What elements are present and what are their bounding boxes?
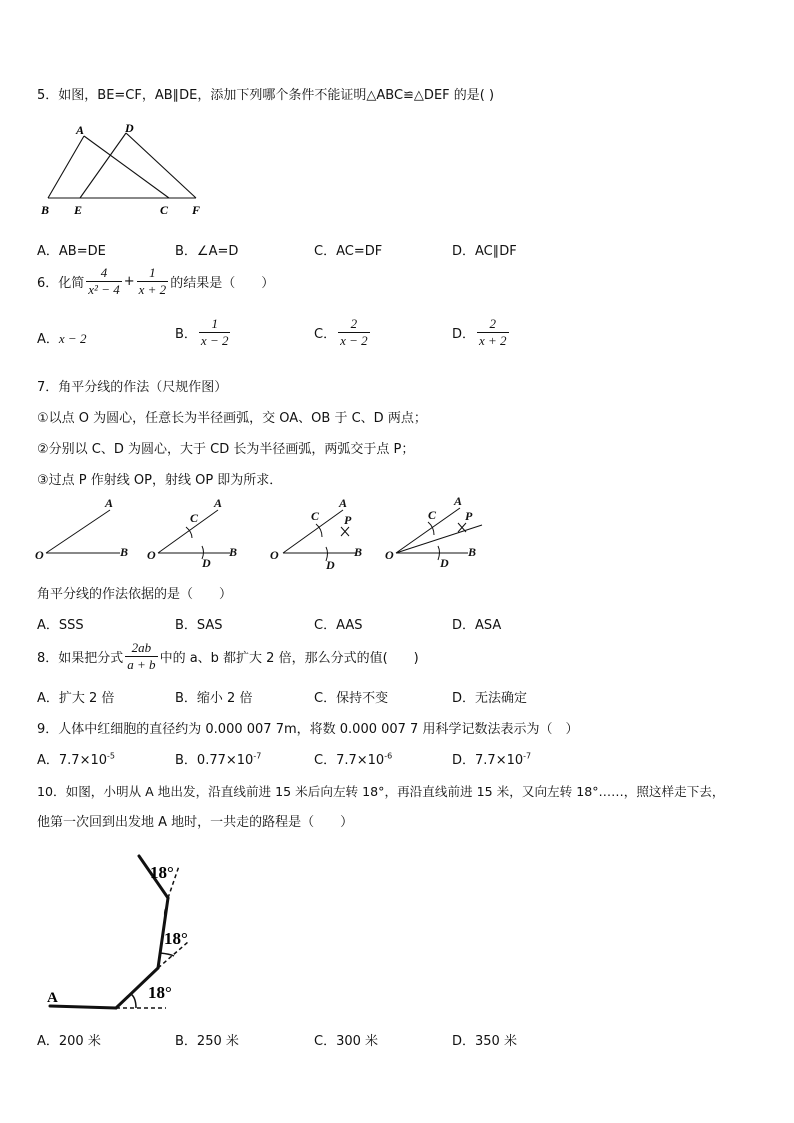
q10-angle-label-3: 18° [150,863,174,882]
q5-label-D: D [125,121,134,135]
q5-option-c[interactable]: C．AC=DF [314,244,383,259]
q10-angle-label-2: 18° [164,929,188,948]
q5-option-d[interactable]: D．AC∥DF [452,244,517,259]
q7-figure-1 [46,510,120,553]
q7-f3-label-B: B [354,545,363,559]
q7-f1-label-A: A [105,496,114,510]
q7-f4-label-C: C [428,508,437,522]
q6-option-d-num: 2 [477,316,509,333]
q6-option-d-label: D． [452,327,476,342]
q6-stem [37,265,274,298]
q7-construction-figures [30,492,500,572]
q5-stem: 5．如图，BE=CF，AB∥DE，添加下列哪个条件不能证明△ABC≌△DEF 的是( ) [37,88,495,103]
q7-f2-label-O: O [147,548,156,562]
q7-f2-label-A: A [214,496,223,510]
q7-step-2: ②分别以 C、D 为圆心，大于 CD 长为半径画弧，两弧交于点 P； [37,442,415,457]
q9-option-b-label: B． [175,753,197,768]
q8-option-b[interactable]: B．缩小 2 倍 [175,691,253,706]
q6-option-d-den: x + 2 [479,333,507,348]
q8-option-c[interactable]: C．保持不变 [314,691,389,706]
q7-title: 7．角平分线的作法（尺规作图） [37,380,228,395]
q7-f4-label-P: P [465,509,473,523]
q9-stem: 9．人体中红细胞的直径约为 0.000 007 7m，将数 0.000 007 7 用科学记数法表示为（ ） [37,722,579,737]
q9-option-b-base: 0.77×10 [196,753,254,768]
q7-f2-label-B: B [229,545,238,559]
q7-option-a[interactable]: A．SSS [37,618,84,633]
q7-f3-label-D: D [326,558,335,572]
q6-option-c-num: 2 [338,316,370,333]
q9-option-d-base: 7.7×10 [475,753,524,768]
q6-prefix: 6．化简 [37,276,85,291]
q7-f3-label-A: A [339,496,348,510]
q6-frac2-num: 1 [137,265,169,282]
q10-option-a[interactable]: A．200 米 [37,1034,101,1049]
q8-frac-den: a + b [127,657,156,672]
q9-option-a-exp: -5 [107,751,115,761]
q6-option-c-den: x − 2 [340,333,368,348]
q6-option-d[interactable] [452,316,511,349]
q8-option-d[interactable]: D．无法确定 [452,691,528,706]
q6-option-a-expr: x − 2 [58,331,87,346]
q6-option-c[interactable] [314,316,372,349]
q9-option-d-label: D． [452,753,476,768]
q7-f4-label-O: O [385,548,394,562]
q7-f3-label-C: C [311,509,320,523]
q8-frac-num: 2ab [125,640,157,657]
q10-line-2: 他第一次回到出发地 A 地时，一共走的路程是（ ） [37,815,354,830]
q6-option-b-fraction [199,316,231,349]
q7-f4-label-D: D [440,556,449,570]
q8-prefix: 8．如果把分式 [37,651,124,666]
q9-option-a[interactable] [37,749,115,768]
q8-option-a[interactable]: A．扩大 2 倍 [37,691,115,706]
q9-option-d[interactable] [452,749,531,768]
q9-option-c[interactable] [314,749,392,768]
q9-option-c-base: 7.7×10 [336,753,385,768]
q7-step-1: ①以点 O 为圆心，任意长为半径画弧，交 OA、OB 于 C、D 两点； [37,411,427,426]
q6-option-d-fraction [477,316,509,349]
q5-label-E: E [74,203,83,217]
q5-label-F: F [192,203,201,217]
q6-frac1-num: 4 [86,265,121,282]
q10-path-figure [36,848,236,1018]
q6-suffix: 的结果是（ ） [170,276,275,291]
q6-option-b-den: x − 2 [200,333,229,348]
q9-option-a-base: 7.7×10 [58,753,108,768]
q10-option-b[interactable]: B．250 米 [175,1034,239,1049]
q6-fraction-2 [137,265,169,298]
q6-option-b-num: 1 [199,316,231,333]
q10-angle-label-1: 18° [148,983,172,1002]
q6-option-c-label: C． [314,327,337,342]
q8-fraction [125,640,157,673]
q7-option-b[interactable]: B．SAS [175,618,223,633]
q6-frac2-den: x + 2 [138,282,167,297]
q8-stem [37,640,419,673]
q7-f1-label-O: O [35,548,44,562]
q6-fraction-1 [86,265,121,298]
q6-option-b-label: B． [175,327,197,342]
q8-suffix: 中的 a、b 都扩大 2 倍，那么分式的值( ) [159,651,419,666]
q10-option-d[interactable]: D．350 米 [452,1034,517,1049]
q5-option-b[interactable]: B．∠A=D [175,244,239,259]
q5-triangle-figure [36,120,216,220]
q9-option-c-exp: -6 [384,751,393,761]
q9-option-d-exp: -7 [523,751,532,761]
q7-option-d[interactable]: D．ASA [452,618,502,633]
q7-question: 角平分线的作法依据的是（ ） [37,587,233,602]
q6-plus: + [123,274,135,289]
q10-line-1: 10．如图，小明从 A 地出发，沿直线前进 15 米后向左转 18°，再沿直线前进 15 米，又向左转 18°……，照这样走下去， [37,784,725,799]
q6-frac1-den: x² − 4 [88,282,120,297]
q7-f1-label-B: B [120,545,129,559]
q5-label-C: C [160,203,169,217]
q9-option-b[interactable] [175,749,261,768]
q5-label-A: A [76,123,85,137]
q7-f3-label-P: P [344,513,352,527]
q7-f4-label-B: B [468,545,477,559]
q7-f3-label-O: O [270,548,279,562]
q5-label-B: B [41,203,50,217]
q7-f4-label-A: A [454,494,463,508]
q10-option-c[interactable]: C．300 米 [314,1034,379,1049]
q9-option-c-label: C． [314,753,337,768]
q7-option-c[interactable]: C．AAS [314,618,363,633]
q9-option-a-label: A． [37,753,59,768]
q6-option-a-label: A． [37,332,59,347]
q6-option-c-fraction [338,316,370,349]
q5-option-a[interactable]: A．AB=DE [37,244,106,259]
q7-step-3: ③过点 P 作射线 OP，射线 OP 即为所求． [37,473,283,488]
q9-option-b-exp: -7 [253,751,262,761]
q7-f2-label-D: D [202,556,211,570]
q7-f2-label-C: C [190,511,199,525]
q6-option-a[interactable] [37,328,86,347]
q6-option-b[interactable] [175,316,232,349]
q10-label-A: A [47,990,58,1006]
